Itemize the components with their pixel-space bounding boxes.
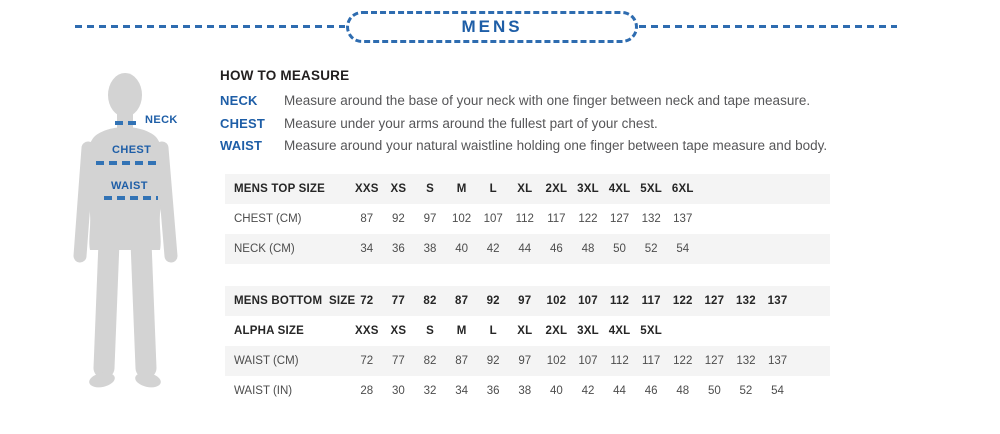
value-cell: 42	[581, 385, 595, 397]
value-cell: 107	[483, 213, 503, 225]
value-cell: S	[414, 174, 446, 204]
how-to-measure-title: HOW TO MEASURE	[220, 68, 350, 83]
value-cell: 50	[604, 234, 636, 264]
value-cell: 127	[699, 346, 731, 376]
value-cell	[762, 316, 794, 346]
value-cell: XXS	[351, 174, 383, 204]
value-cell: 92	[477, 286, 509, 316]
table-row	[225, 234, 830, 264]
value-cell: 38	[414, 234, 446, 264]
value-cell: 44	[509, 234, 541, 264]
value-cell: 92	[477, 346, 509, 376]
header-dash-left	[75, 25, 345, 28]
value-cell: XXS	[355, 325, 379, 337]
waist-label: WAIST	[111, 180, 148, 192]
value-cell: 97	[509, 286, 541, 316]
value-cell	[699, 316, 731, 346]
table-row	[225, 346, 830, 376]
value-cell: 32	[423, 385, 437, 397]
value-cell: 102	[541, 286, 573, 316]
value-cell: 48	[676, 385, 690, 397]
value-cell: 112	[604, 286, 636, 316]
measure-row-text: Measure around your natural waistline holding one finger between tape measure and body.	[284, 138, 828, 153]
value-cell: 102	[541, 346, 573, 376]
value-cell: 6XL	[667, 174, 699, 204]
value-cell	[762, 204, 794, 234]
header-dash-right	[639, 25, 897, 28]
measure-row-label: WAIST	[220, 138, 263, 153]
value-cell: 77	[383, 346, 415, 376]
value-cell	[699, 234, 731, 264]
value-cell: 36	[486, 385, 500, 397]
value-cell: L	[477, 174, 509, 204]
chest-label: CHEST	[112, 144, 152, 156]
value-cell: XL	[509, 174, 541, 204]
value-cell: 28	[360, 385, 374, 397]
row-label-cell: NECK (CM)	[225, 234, 351, 264]
value-cell: 54	[667, 234, 699, 264]
value-cell: 5XL	[640, 325, 662, 337]
value-cell: 2XL	[541, 174, 573, 204]
value-cell	[730, 234, 762, 264]
value-cell: 52	[739, 385, 753, 397]
page-title: MENS	[461, 17, 523, 36]
value-cell: 82	[414, 286, 446, 316]
value-cell: XS	[390, 325, 407, 337]
value-cell: 122	[667, 286, 699, 316]
table-row	[225, 204, 830, 234]
row-label-cell: ALPHA SIZE	[234, 325, 304, 337]
filler-cell	[793, 316, 830, 346]
filler-cell	[793, 174, 830, 204]
value-cell: 117	[635, 286, 667, 316]
value-cell: 46	[541, 234, 573, 264]
value-cell: 137	[673, 213, 693, 225]
value-cell: 87	[446, 346, 478, 376]
value-cell	[762, 174, 794, 204]
measure-row-text: Measure under your arms around the fullest part of your chest.	[284, 115, 658, 131]
value-cell: S	[426, 325, 434, 337]
value-cell: 122	[667, 346, 699, 376]
value-cell: 72	[351, 286, 383, 316]
value-cell: 46	[644, 385, 658, 397]
value-cell: 82	[414, 346, 446, 376]
value-cell	[667, 316, 699, 346]
measure-row-label: NECK	[220, 93, 258, 108]
value-cell: 4XL	[608, 325, 631, 337]
value-cell: 112	[515, 213, 534, 225]
value-cell: 52	[635, 234, 667, 264]
measure-row-waist	[220, 138, 950, 153]
filler-cell	[793, 286, 830, 316]
value-cell: M	[456, 325, 467, 337]
value-cell: 127	[609, 213, 630, 225]
value-cell: 5XL	[635, 174, 667, 204]
value-cell	[730, 204, 762, 234]
filler-cell	[793, 376, 830, 406]
value-cell	[699, 174, 731, 204]
value-cell: 40	[549, 385, 563, 397]
table-row	[225, 376, 830, 406]
value-cell: XS	[383, 174, 415, 204]
filler-cell	[793, 204, 830, 234]
value-cell: 92	[392, 213, 405, 225]
measure-row-text: Measure around the base of your neck with one finger between neck and tape measure.	[284, 93, 811, 108]
table-row	[225, 286, 830, 316]
value-cell: M	[446, 174, 478, 204]
mens-top-size-table	[225, 174, 830, 264]
value-cell: 117	[635, 346, 667, 376]
value-cell: 44	[613, 385, 626, 397]
measure-row-chest	[220, 116, 950, 131]
row-label-cell: CHEST (CM)	[234, 213, 302, 225]
value-cell: 132	[730, 286, 762, 316]
value-cell: 112	[604, 346, 636, 376]
value-cell: 107	[572, 346, 604, 376]
value-cell: 97	[423, 213, 437, 225]
value-cell: 34	[351, 234, 383, 264]
value-cell	[730, 316, 762, 346]
value-cell: 87	[360, 213, 374, 225]
gender-pill	[346, 11, 638, 43]
value-cell: 87	[446, 286, 478, 316]
value-cell	[762, 234, 794, 264]
row-label-cell: MENS BOTTOM SIZE	[225, 286, 351, 316]
value-cell: 50	[707, 385, 721, 397]
filler-cell	[793, 234, 830, 264]
row-label-cell: WAIST (IN)	[234, 385, 293, 397]
value-cell: 102	[452, 213, 472, 225]
value-cell: 107	[572, 286, 604, 316]
value-cell: 137	[762, 286, 794, 316]
value-cell: 72	[351, 346, 383, 376]
value-cell: 54	[771, 385, 784, 397]
value-cell: 117	[547, 213, 566, 225]
value-cell: 122	[578, 213, 598, 225]
value-cell: 36	[383, 234, 415, 264]
neck-label: NECK	[145, 114, 178, 126]
value-cell: 40	[446, 234, 478, 264]
waist-measure-line	[104, 196, 158, 200]
table-row	[225, 316, 830, 346]
value-cell: XL	[517, 325, 533, 337]
value-cell: 77	[383, 286, 415, 316]
value-cell: L	[489, 325, 497, 337]
value-cell: 3XL	[577, 325, 599, 337]
value-cell	[699, 204, 731, 234]
value-cell: 48	[572, 234, 604, 264]
measure-row-label: CHEST	[220, 115, 266, 131]
value-cell: 137	[762, 346, 794, 376]
neck-measure-line	[115, 121, 140, 125]
row-label-cell: MENS TOP SIZE	[225, 174, 351, 204]
value-cell: 3XL	[572, 174, 604, 204]
value-cell: 30	[392, 385, 405, 397]
mens-bottom-size-table	[225, 286, 830, 406]
table-row	[225, 174, 830, 204]
value-cell: 38	[518, 385, 532, 397]
value-cell: 42	[477, 234, 509, 264]
measure-row-neck	[220, 93, 950, 108]
how-to-measure-section	[220, 68, 950, 161]
value-cell: 132	[730, 346, 762, 376]
value-cell: 127	[699, 286, 731, 316]
value-cell	[730, 174, 762, 204]
value-cell: 34	[455, 385, 468, 397]
value-cell: 2XL	[545, 325, 568, 337]
measure-rows	[220, 93, 950, 153]
chest-measure-line	[96, 161, 160, 165]
row-label-cell: WAIST (CM)	[225, 346, 351, 376]
value-cell: 4XL	[604, 174, 636, 204]
value-cell: 132	[641, 213, 661, 225]
value-cell: 97	[509, 346, 541, 376]
filler-cell	[793, 346, 830, 376]
